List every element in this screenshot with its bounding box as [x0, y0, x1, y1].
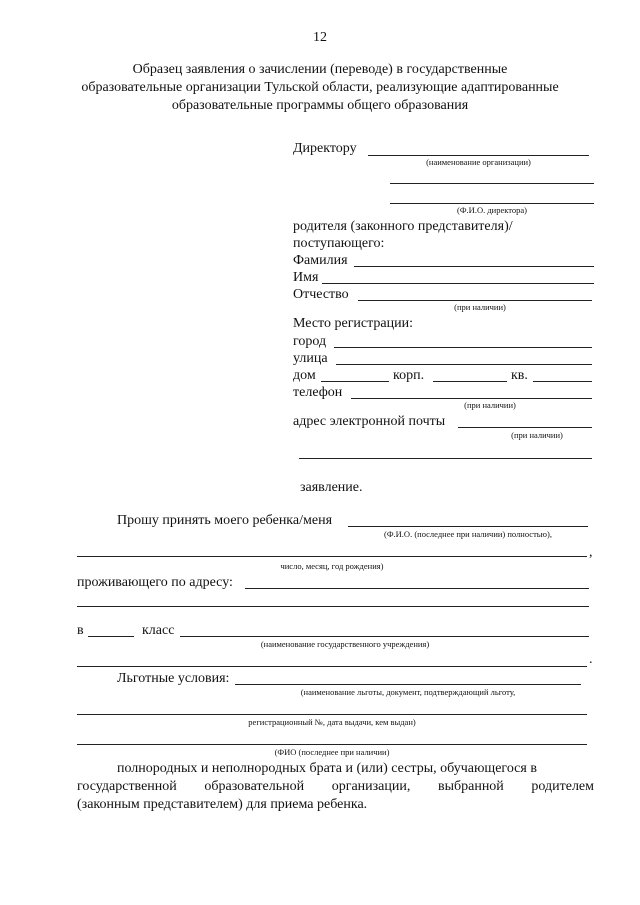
city-field[interactable] [334, 347, 592, 348]
email-hint: (при наличии) [511, 430, 563, 440]
address-field[interactable] [245, 588, 589, 589]
director-name-line-2[interactable] [390, 203, 594, 204]
building-field[interactable] [433, 381, 507, 382]
name-field[interactable] [322, 283, 594, 284]
name-label: Имя [293, 270, 319, 285]
institution-hint: (наименование государственного учреждения) [260, 639, 430, 649]
title-line-1: Образец заявления о зачислении (переводе) в государственные [132, 62, 508, 77]
building-label: корп. [393, 368, 425, 383]
page-number: 12 [313, 30, 327, 45]
house-field[interactable] [321, 381, 389, 382]
parent-label-2: поступающего: [293, 236, 385, 251]
child-name-hint: (Ф.И.О. (последнее при наличии) полностью), [384, 529, 552, 539]
application-heading: заявление. [300, 480, 363, 495]
surname-field[interactable] [354, 266, 594, 267]
benefits-field[interactable] [235, 684, 581, 685]
house-label: дом [293, 368, 316, 383]
apartment-label: кв. [511, 368, 528, 383]
class-label: класс [142, 623, 175, 638]
benefits-label: Льготные условия: [117, 671, 230, 686]
class-number-field[interactable] [88, 636, 134, 637]
patronymic-label: Отчество [293, 287, 349, 302]
sibling-name-field[interactable] [77, 744, 587, 745]
street-label: улица [293, 351, 328, 366]
org-hint: (наименование организации) [426, 157, 531, 167]
email-field[interactable] [458, 427, 592, 428]
dob-comma: , [589, 545, 593, 560]
closing-line-1: полнородных и неполнородных брата и (или) сестры, обучающегося в [117, 761, 537, 776]
address-field-2[interactable] [77, 606, 589, 607]
closing-line-2: государственной образовательной организации, выбранной родителем [77, 779, 594, 794]
phone-field[interactable] [351, 398, 592, 399]
city-label: город [293, 334, 327, 349]
phone-label: телефон [293, 385, 343, 400]
institution-field-2[interactable] [77, 666, 587, 667]
apartment-field[interactable] [533, 381, 592, 382]
child-dob-field[interactable] [77, 556, 587, 557]
reg-hint: регистрационный №, дата выдачи, кем выдан) [248, 717, 416, 727]
street-field[interactable] [336, 364, 592, 365]
director-label: Директору [293, 141, 357, 156]
phone-hint: (при наличии) [464, 400, 516, 410]
address-label: проживающего по адресу: [77, 575, 233, 590]
benefits-hint: (наименование льготы, документ, подтверждающий льготу, [300, 687, 516, 697]
director-org-line[interactable] [368, 155, 589, 156]
director-name-hint: (Ф.И.О. директора) [457, 205, 527, 215]
email-label: адрес электронной почты [293, 414, 446, 429]
fio-hint: (ФИО (последнее при наличии) [274, 747, 390, 757]
institution-field[interactable] [180, 636, 589, 637]
director-name-line-1[interactable] [390, 183, 594, 184]
closing-line-3: (законным представителем) для приема ребенка. [77, 797, 368, 812]
request-label: Прошу принять моего ребенка/меня [117, 513, 333, 528]
surname-label: Фамилия [293, 253, 348, 268]
patronymic-field[interactable] [358, 300, 592, 301]
parent-label-1: родителя (законного представителя)/ [293, 219, 513, 234]
title-line-2: образовательные организации Тульской области, реализующие адаптированные [81, 80, 559, 95]
institution-period: . [589, 652, 593, 667]
in-label: в [77, 623, 84, 638]
patronymic-hint: (при наличии) [454, 302, 506, 312]
email-extra-line[interactable] [299, 458, 592, 459]
title-line-3: образовательные программы общего образования [171, 98, 469, 113]
child-name-field[interactable] [348, 526, 588, 527]
dob-hint: число, месяц, год рождения) [280, 561, 384, 571]
registration-label: Место регистрации: [293, 316, 414, 331]
benefits-doc-field[interactable] [77, 714, 587, 715]
